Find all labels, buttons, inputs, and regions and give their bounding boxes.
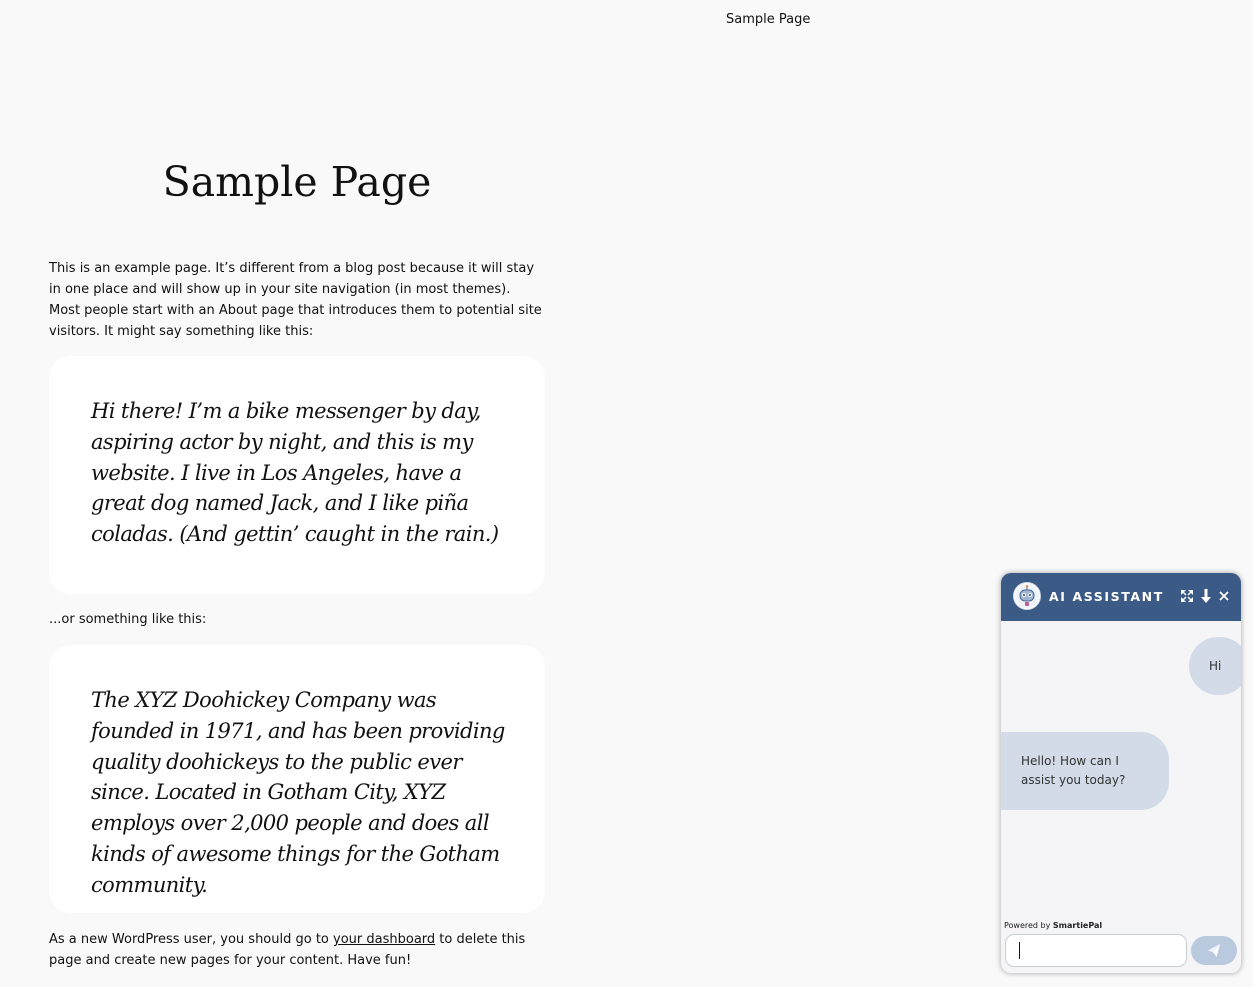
- pullquote-2-text: The XYZ Doohickey Company was founded in 1971, and has been providing quality doohickeys to the public ever since. Located in Gotham City, XYZ employs over 2,000 people and does all kinds of awesome things for the Gotham community.: [91, 688, 505, 897]
- bot-message: [1001, 732, 1169, 810]
- or-paragraph: ...or something like this:: [49, 612, 207, 627]
- chat-header: [1001, 573, 1241, 621]
- pullquote-2: [49, 645, 545, 913]
- nav-link-sample-page[interactable]: Sample Page: [726, 12, 811, 27]
- dashboard-link[interactable]: your dashboard: [333, 932, 436, 947]
- robot-avatar-icon: [1013, 582, 1041, 610]
- outro-text-before: As a new WordPress user, you should go to: [49, 932, 334, 947]
- powered-by-brand: SmartiePal: [1052, 921, 1103, 930]
- powered-by: [1004, 921, 1102, 930]
- pullquote-1-text: Hi there! I’m a bike messenger by day, aspiring actor by night, and this is my website. I live in Los Angeles, have a great dog named Jack, and I like piña coladas. (And gettin’ caught in the rain.): [91, 399, 499, 547]
- bot-message-text: Hello! How can I assist you today?: [1021, 754, 1126, 787]
- page-title: Sample Page: [162, 158, 432, 206]
- arrow-down-icon[interactable]: [1198, 587, 1214, 605]
- pullquote-1: [49, 356, 545, 594]
- chat-input[interactable]: [1005, 934, 1187, 967]
- intro-paragraph: This is an example page. It’s different from a blog post because it will stay in one place and will show up in your site navigation (in most themes). Most people start with an About page that introduces them to potential site visitors. It might say something like this:: [49, 261, 542, 339]
- text-caret: [1019, 942, 1020, 959]
- user-message-text: Hi: [1209, 659, 1222, 673]
- chat-title: AI ASSISTANT: [1049, 589, 1164, 604]
- outro-text-after: to delete this page and create new pages for your content. Have fun!: [49, 932, 526, 968]
- expand-icon[interactable]: [1179, 587, 1195, 605]
- paper-plane-icon: [1191, 950, 1237, 969]
- powered-by-prefix: Powered by: [1004, 921, 1053, 930]
- close-icon[interactable]: [1216, 587, 1232, 605]
- outro-paragraph: [49, 929, 545, 971]
- chat-widget: [1001, 573, 1241, 973]
- send-button[interactable]: [1191, 936, 1237, 965]
- user-message: [1189, 637, 1241, 695]
